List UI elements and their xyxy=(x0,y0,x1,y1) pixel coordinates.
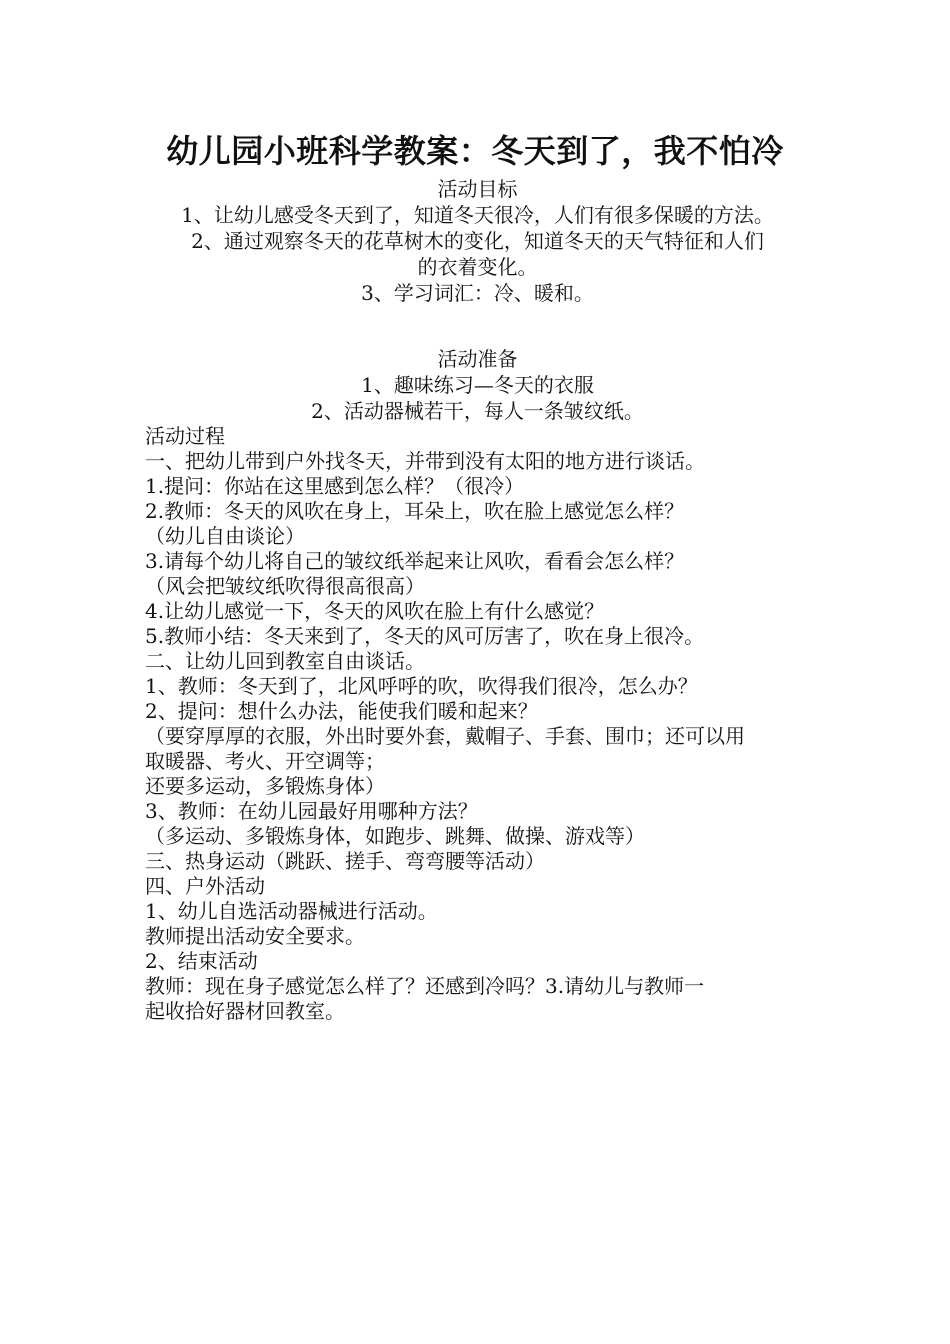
process-line: （多运动、多锻炼身体，如跑步、跳舞、做操、游戏等） xyxy=(145,824,645,848)
process-line: 三、热身运动（跳跃、搓手、弯弯腰等活动） xyxy=(145,849,545,873)
process-line: 5.教师小结：冬天来到了，冬天的风可厉害了，吹在身上很冷。 xyxy=(145,624,705,648)
process-line: （风会把皱纹纸吹得很高很高） xyxy=(145,574,425,598)
process-line: 教师：现在身子感觉怎么样了？还感到冷吗？3.请幼儿与教师一 xyxy=(145,974,705,998)
goals-line: 的衣着变化。 xyxy=(417,255,538,279)
process-line: 取暖器、考火、开空调等； xyxy=(145,749,385,773)
preparation-line: 1、趣味练习—冬天的衣服 xyxy=(361,373,594,397)
process-line: 1、教师：冬天到了，北风呼呼的吹，吹得我们很冷，怎么办？ xyxy=(145,674,698,698)
goals-line: 3、学习词汇：冷、暖和。 xyxy=(361,281,594,305)
process-line: 二、让幼儿回到教室自由谈话。 xyxy=(145,649,425,673)
process-line: （要穿厚厚的衣服，外出时要外套，戴帽子、手套、围巾；还可以用 xyxy=(145,724,745,748)
process-line: 一、把幼儿带到户外找冬天，并带到没有太阳的地方进行谈话。 xyxy=(145,449,705,473)
process-line: 3、教师：在幼儿园最好用哪种方法？ xyxy=(145,799,478,823)
process-line: 4.让幼儿感觉一下，冬天的风吹在脸上有什么感觉？ xyxy=(145,599,605,623)
activity-process-section xyxy=(145,424,810,1024)
process-line: 1、幼儿自选活动器械进行活动。 xyxy=(145,899,438,923)
preparation-line: 2、活动器械若干，每人一条皱纹纸。 xyxy=(311,399,644,423)
preparation-heading: 活动准备 xyxy=(437,347,518,371)
process-line: 1.提问：你站在这里感到怎么样？（很冷） xyxy=(145,474,525,498)
goals-line: 1、让幼儿感受冬天到了，知道冬天很冷，人们有很多保暖的方法。 xyxy=(181,203,774,227)
process-line: 四、户外活动 xyxy=(145,874,265,898)
process-line: 教师提出活动安全要求。 xyxy=(145,924,365,948)
goals-line: 2、通过观察冬天的花草树木的变化，知道冬天的天气特征和人们 xyxy=(191,229,764,253)
process-heading: 活动过程 xyxy=(145,424,225,448)
process-line: 2、结束活动 xyxy=(145,949,258,973)
process-line: 3.请每个幼儿将自己的皱纹纸举起来让风吹，看看会怎么样？ xyxy=(145,549,685,573)
process-line: 2、提问：想什么办法，能使我们暖和起来？ xyxy=(145,699,538,723)
page-title: 幼儿园小班科学教案：冬天到了，我不怕冷 xyxy=(166,132,784,170)
activity-preparation-section xyxy=(145,346,810,424)
process-line: （幼儿自由谈论） xyxy=(145,524,305,548)
activity-goals-section xyxy=(145,176,810,306)
process-line: 2.教师：冬天的风吹在身上，耳朵上，吹在脸上感觉怎么样？ xyxy=(145,499,685,523)
process-line: 还要多运动，多锻炼身体） xyxy=(145,774,385,798)
process-line: 起收拾好器材回教室。 xyxy=(145,999,345,1023)
goals-heading: 活动目标 xyxy=(437,177,518,201)
